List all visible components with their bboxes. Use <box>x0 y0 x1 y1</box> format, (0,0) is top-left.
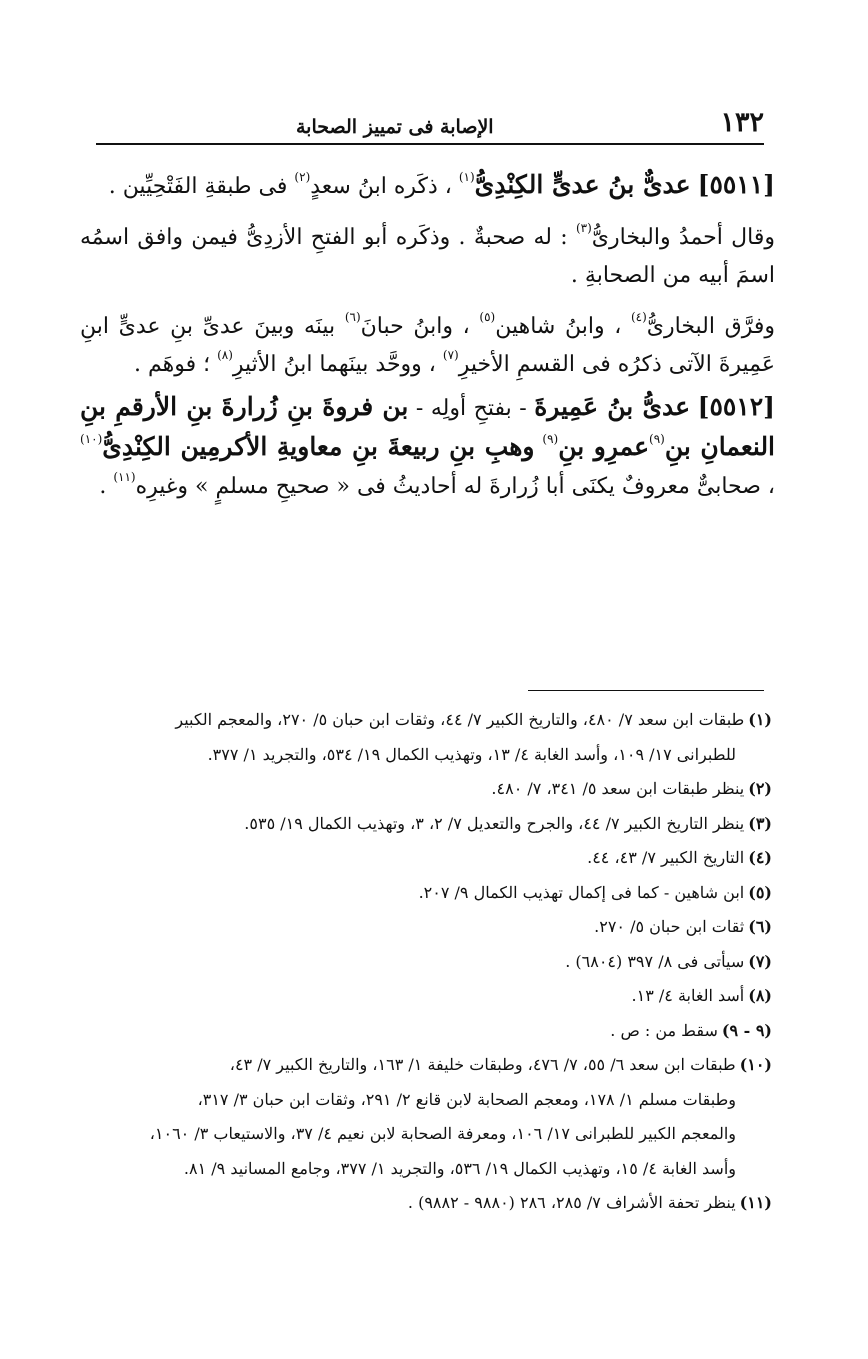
footnote-ref[interactable]: (٦) <box>344 310 361 324</box>
footnote-text: ينظر التاريخ الكبير ٧/ ٤٤، والجرح والتعديل ٧/ ٢، ٣، وتهذيب الكمال ١٩/ ٥٣٥. <box>244 813 745 833</box>
footnote-text: والمعجم الكبير للطبرانى ١٧/ ١٠٦، ومعرفة الصحابة لابن نعيم ٤/ ٣٧، والاستيعاب ٣/ ١٠٦٠، <box>149 1124 736 1143</box>
page-header <box>96 98 764 138</box>
entry-text: فى طبقةِ الفَتْحِيِّين . <box>108 174 288 199</box>
paragraph-farraq <box>80 308 775 384</box>
footnote-number: (٦) <box>748 917 772 936</box>
paragraph-text: وفرَّق البخارىُّ <box>646 314 775 339</box>
footnote-separator <box>528 690 764 691</box>
footnote-text: وطبقات مسلم ١/ ١٧٨، ومعجم الصحابة لابن قانع ٢/ ٢٩١، وثقات ابن حبان ٣/ ٣١٧، <box>197 1089 736 1109</box>
footnote-number: (٨) <box>748 986 772 1005</box>
entry-name: عدىٌّ بنُ عدىٍّ الكِنْدِىُّ <box>474 170 691 199</box>
paragraph-text: وقال أحمدُ والبخارىُّ <box>591 225 775 250</box>
footnote-number: (٢) <box>748 779 772 798</box>
footnote-ref[interactable]: (٣) <box>575 221 592 235</box>
running-title: الإصابة فى تمييز الصحابة <box>296 116 494 138</box>
paragraph-text: : له صحبةٌ . وذكَره أبو الفتحِ الأزدِىُّ فيمن وافق اسمُه اسمَ أبيه من الصحابةِ . <box>80 225 775 288</box>
entry-text: ، صحابىٌّ معروفٌ يكنَى أبا زُرارةَ له أحاديثُ فى « صحيحِ مسلمٍ » وغيرِه <box>135 474 775 499</box>
entry-lineage: بن فروةَ بنِ زُرارةَ بنِ الأرقمِ بنِ النعمانِ بنِ <box>80 392 776 461</box>
footnote-number: (١١) <box>739 1193 772 1212</box>
main-text <box>80 166 775 506</box>
paragraph-text: ، وابنُ حبانَ <box>360 314 470 339</box>
footnote-number: (٥) <box>748 882 772 902</box>
footnote-text: سيأتى فى ٨/ ٣٩٧ (٦٨٠٤) . <box>565 951 745 971</box>
footnote-item <box>72 979 772 1014</box>
footnote-number: (٧) <box>748 951 772 971</box>
entry-lineage: عمرِو بنِ <box>558 432 650 461</box>
footnote-text: ثقات ابن حبان ٥/ ٢٧٠. <box>594 917 745 936</box>
page-number: ١٣٢ <box>720 107 764 138</box>
paragraph-text: بينَه وبينَ عدىِّ بنِ عدىٍّ ابنِ عَمِيرةَ الآتى ذكرُه فى القسمِ الأخيرِ <box>80 314 775 377</box>
entry-5511 <box>80 166 775 206</box>
footnote-text: طبقات ابن سعد ٦/ ٥٥، ٧/ ٤٧٦، وطبقات خليفة ١/ ١٦٣، والتاريخ الكبير ٧/ ٤٣، <box>229 1055 736 1074</box>
entry-text: - بفتحِ أولِه - <box>415 396 527 421</box>
footnote-text: ينظر طبقات ابن سعد ٥/ ٣٤١، ٧/ ٤٨٠. <box>491 779 745 798</box>
footnote-number: (٩ - ٩) <box>721 1020 772 1040</box>
footnote-ref[interactable]: (٥) <box>479 310 496 324</box>
entry-text: ، ذكَره ابنُ سعدٍ <box>310 174 452 199</box>
footnote-number: (١٠) <box>739 1055 772 1074</box>
footnote-text: ابن شاهين - كما فى إكمال تهذيب الكمال ٩/ ٢٠٧. <box>418 882 745 902</box>
footnote-text: التاريخ الكبير ٧/ ٤٣، ٤٤. <box>587 848 745 867</box>
footnote-item <box>72 807 772 842</box>
footnote-ref[interactable]: (٧) <box>442 348 459 362</box>
footnote-text: أسد الغابة ٤/ ١٣. <box>631 986 745 1005</box>
entry-lineage: وهبِ بنِ ربيعةَ بنِ معاويةِ الأكرمِين الكِنْدِىُّ <box>102 432 535 461</box>
footnote-item <box>72 876 772 911</box>
paragraph-text: ، وابنُ شاهين <box>495 314 622 339</box>
entry-number: [٥٥١١] <box>697 170 775 199</box>
footnote-item <box>72 910 772 945</box>
footnote-text: طبقات ابن سعد ٧/ ٤٨٠، والتاريخ الكبير ٧/ ٤٤، وثقات ابن حبان ٥/ ٢٧٠، والمعجم الكبير <box>175 710 745 729</box>
footnote-text: سقط من : ص . <box>610 1020 718 1040</box>
footnotes-list <box>72 703 772 1221</box>
footnote-item <box>72 1014 772 1049</box>
paragraph-text: ؛ فوهَم . <box>133 352 211 377</box>
footnote-text: وأسد الغابة ٤/ ١٥، وتهذيب الكمال ١٩/ ٥٣٦، والتجريد ١/ ٣٧٧، وجامع المسانيد ٩/ ٨١. <box>183 1158 736 1178</box>
header-rule <box>96 143 764 145</box>
entry-text: . <box>99 474 107 499</box>
footnote-text: ينظر تحفة الأشراف ٧/ ٢٨٥، ٢٨٦ (٩٨٨٠ - ٩٨٨٢) . <box>407 1193 736 1212</box>
footnote-number: (٤) <box>748 848 772 867</box>
footnote-ref[interactable]: (٢) <box>294 170 311 184</box>
footnote-item <box>72 841 772 876</box>
footnote-number: (٣) <box>748 813 772 833</box>
footnote-ref[interactable]: (٨) <box>217 348 233 362</box>
footnote-item <box>72 1048 772 1186</box>
footnote-ref[interactable]: (١١) <box>113 470 136 484</box>
paragraph-text: ، ووحَّد بينَهما ابنُ الأثيرِ <box>232 352 436 377</box>
entry-number: [٥٥١٢] <box>697 392 775 421</box>
footnote-ref[interactable]: (٤) <box>630 310 647 324</box>
footnote-item <box>72 1186 772 1221</box>
footnote-number: (١) <box>748 710 772 729</box>
paragraph-ahmad <box>80 219 775 295</box>
footnote-ref[interactable]: (٩) <box>542 432 559 446</box>
footnote-ref[interactable]: (٩) <box>649 432 665 446</box>
footnote-text: للطبرانى ١٧/ ١٠٩، وأسد الغابة ٤/ ١٣، وتهذيب الكمال ١٩/ ٥٣٤، والتجريد ١/ ٣٧٧. <box>207 744 736 764</box>
entry-5512 <box>80 388 775 506</box>
entry-name: عدىُّ بنُ عَمِيرةَ <box>534 392 691 421</box>
footnote-ref[interactable]: (١) <box>458 170 475 184</box>
footnote-item <box>72 945 772 980</box>
footnote-item <box>72 772 772 807</box>
footnote-item <box>72 703 772 772</box>
footnote-ref[interactable]: (١٠) <box>80 432 103 446</box>
